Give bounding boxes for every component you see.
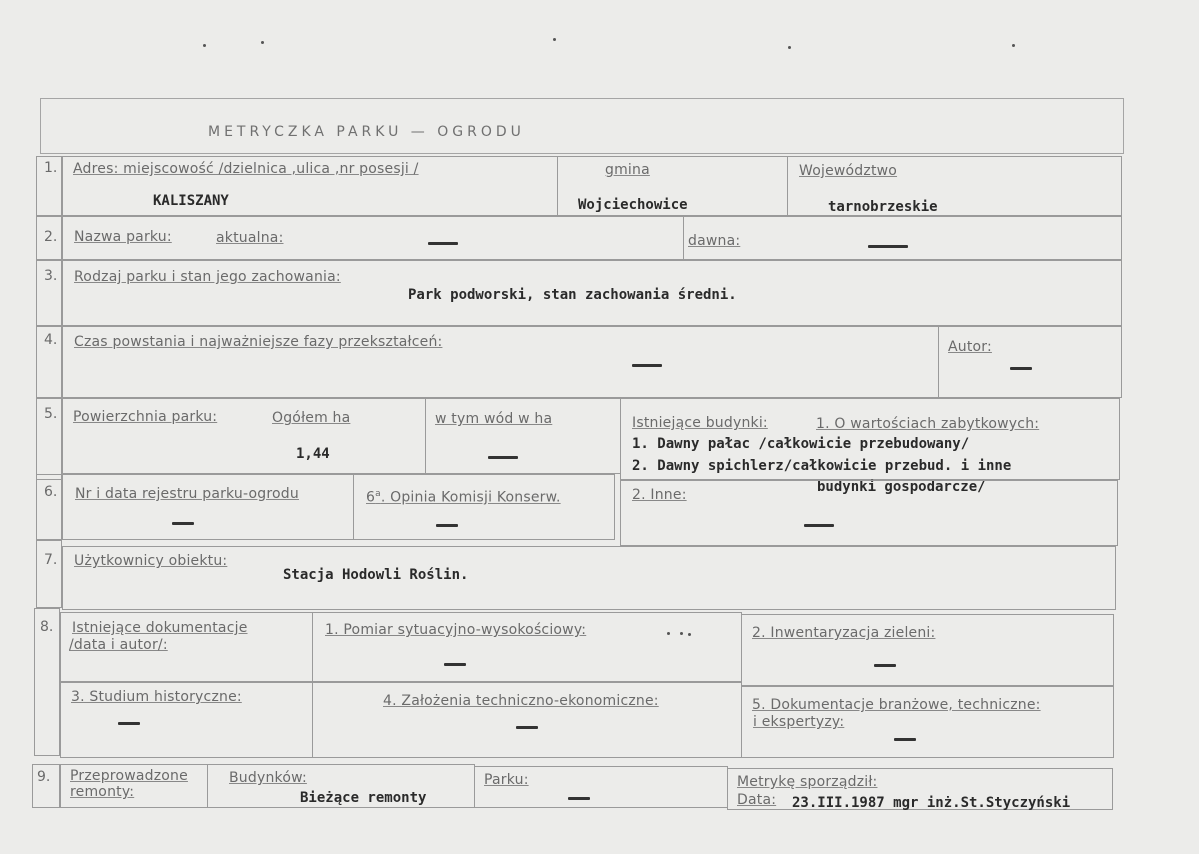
park-type-value: Park podworski, stan zachowania średni. bbox=[408, 287, 737, 303]
scan-speck bbox=[1012, 44, 1015, 47]
current-name-label: aktualna: bbox=[216, 230, 284, 246]
address-value: KALISZANY bbox=[153, 193, 229, 209]
gmina-value: Wojciechowice bbox=[578, 197, 688, 213]
scan-speck bbox=[667, 632, 670, 635]
row-number: 6. bbox=[44, 484, 58, 500]
empty-dash bbox=[632, 364, 662, 367]
survey-label: 1. Pomiar sytuacyjno-wysokościowy: bbox=[325, 622, 587, 638]
scan-speck bbox=[688, 633, 691, 636]
historic-buildings-label: 1. O wartościach zabytkowych: bbox=[816, 416, 1040, 432]
empty-dash bbox=[804, 524, 834, 527]
row-number: 5. bbox=[44, 406, 58, 422]
expertise-label: i ekspertyzy: bbox=[753, 714, 845, 730]
building-entry-2: 2. Dawny spichlerz/całkowicie przebud. i inne bbox=[632, 458, 1012, 474]
other-buildings-label: 2. Inne: bbox=[632, 487, 687, 503]
opinion-cell bbox=[353, 474, 615, 540]
branch-docs-label: 5. Dokumentacje branżowe, techniczne: bbox=[752, 697, 1041, 713]
scan-speck bbox=[553, 38, 556, 41]
row-number: 2. bbox=[44, 229, 58, 245]
park-name-label: Nazwa parku: bbox=[74, 229, 172, 245]
author-label: Autor: bbox=[948, 339, 992, 355]
date-author-value: 23.III.1987 mgr inż.St.Styczyński bbox=[792, 795, 1071, 811]
row-number: 9. bbox=[37, 769, 51, 785]
area-label: Powierzchnia parku: bbox=[73, 409, 218, 425]
empty-dash bbox=[868, 245, 908, 248]
empty-dash bbox=[1010, 367, 1032, 370]
empty-dash bbox=[436, 524, 458, 527]
repairs-label: Przeprowadzone bbox=[70, 768, 188, 784]
other-buildings-cell bbox=[620, 480, 1118, 546]
scan-speck bbox=[203, 44, 206, 47]
former-name-label: dawna: bbox=[688, 233, 741, 249]
total-area-label: Ogółem ha bbox=[272, 410, 351, 426]
row-number: 1. bbox=[44, 160, 58, 176]
scan-speck bbox=[680, 632, 683, 635]
voivodeship-value: tarnobrzeskie bbox=[828, 199, 938, 215]
empty-dash bbox=[118, 722, 140, 725]
opinion-label: 6$^a$. Opinia Komisji Konserw. bbox=[366, 489, 561, 506]
docs-label: Istniejące dokumentacje bbox=[72, 620, 248, 636]
row-number-cell bbox=[36, 540, 62, 608]
buildings-repair-value: Bieżące remonty bbox=[300, 790, 427, 806]
building-entry-2-continued: budynki gospodarcze/ bbox=[817, 479, 986, 495]
row-number: 7. bbox=[44, 552, 58, 568]
users-label: Użytkownicy obiektu: bbox=[74, 553, 228, 569]
scan-speck bbox=[261, 41, 264, 44]
author-cell bbox=[938, 326, 1122, 398]
name-former-cell bbox=[683, 216, 1122, 260]
empty-dash bbox=[568, 797, 590, 800]
park-repair-label: Parku: bbox=[484, 772, 529, 788]
prepared-by-label: Metrykę sporządził: bbox=[737, 774, 878, 790]
water-area-cell bbox=[425, 398, 621, 474]
voivodeship-label: Województwo bbox=[799, 163, 898, 179]
form-frame bbox=[40, 98, 1124, 154]
form-title: METRYCZKA PARKU — OGRODU bbox=[208, 124, 525, 140]
history-study-label: 3. Studium historyczne: bbox=[71, 689, 242, 705]
date-label: Data: bbox=[737, 792, 777, 808]
empty-dash bbox=[874, 664, 896, 667]
park-type-label: Rodzaj parku i stan jego zachowania: bbox=[74, 269, 341, 285]
total-area-value: 1,44 bbox=[296, 446, 330, 462]
users-value: Stacja Hodowli Roślin. bbox=[283, 567, 469, 583]
buildings-repair-label: Budynków: bbox=[229, 770, 307, 786]
water-area-label: w tym wód w ha bbox=[435, 411, 553, 427]
address-label: Adres: miejscowość /dzielnica ,ulica ,nr posesji / bbox=[73, 161, 419, 177]
docs-label-date-author: /data i autor/: bbox=[69, 637, 168, 653]
gmina-label: gmina bbox=[605, 162, 650, 178]
building-entry-1: 1. Dawny pałac /całkowicie przebudowany/ bbox=[632, 436, 970, 452]
row-number: 8. bbox=[40, 619, 54, 635]
row-number: 3. bbox=[44, 268, 58, 284]
empty-dash bbox=[488, 456, 518, 459]
history-phases-label: Czas powstania i najważniejsze fazy przekształceń: bbox=[74, 334, 443, 350]
register-cell bbox=[62, 474, 354, 540]
register-label: Nr i data rejestru parku-ogrodu bbox=[75, 486, 299, 502]
scan-speck bbox=[788, 46, 791, 49]
empty-dash bbox=[428, 242, 458, 245]
empty-dash bbox=[444, 663, 466, 666]
tech-econ-label: 4. Założenia techniczno-ekonomiczne: bbox=[383, 693, 659, 709]
empty-dash bbox=[516, 726, 538, 729]
empty-dash bbox=[894, 738, 916, 741]
inventory-label: 2. Inwentaryzacja zieleni: bbox=[752, 625, 936, 641]
empty-dash bbox=[172, 522, 194, 525]
row-number: 4. bbox=[44, 332, 58, 348]
buildings-label: Istniejące budynki: bbox=[632, 415, 768, 431]
repairs-label-continued: remonty: bbox=[70, 784, 135, 800]
